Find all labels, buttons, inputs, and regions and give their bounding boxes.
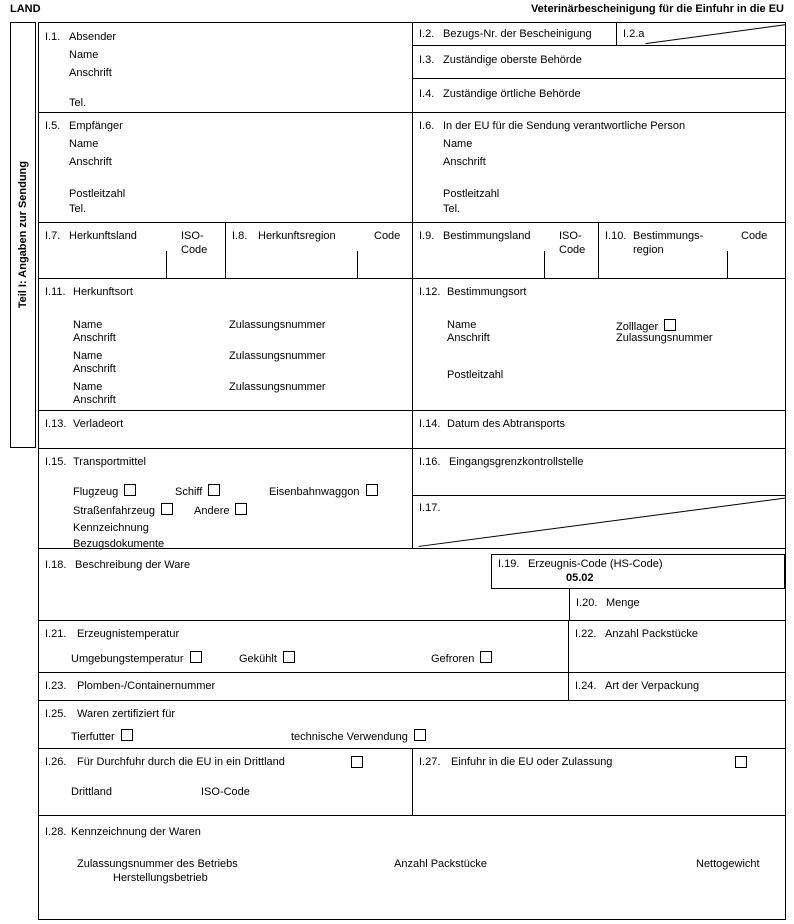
field-i26-durchfuhr-drittland <box>39 749 413 816</box>
field-label: Absender <box>69 31 117 43</box>
option-label: Flugzeug <box>73 486 119 498</box>
part1-label: Teil I: Angaben zur Sendung <box>17 161 29 309</box>
sub-label-bezugsdokumente: Bezugsdokumente <box>73 538 165 550</box>
field-i6-verantwortliche-person <box>413 113 785 223</box>
option-label: Straßenfahrzeug <box>73 505 155 517</box>
field-i14-datum-abtransport <box>413 411 785 449</box>
field-i16-eingangsgrenzkontrollstelle <box>413 449 785 496</box>
field-number: I.20. <box>576 597 598 609</box>
flugzeug-checkbox[interactable] <box>124 484 136 496</box>
sub-label-anschrift: Anschrift <box>73 332 116 344</box>
sub-label-name: Name <box>69 49 99 61</box>
field-label: Menge <box>606 597 640 609</box>
code-divider <box>544 251 545 279</box>
transport-option-flugzeug <box>73 484 136 499</box>
field-i13-verladeort <box>39 411 413 449</box>
sub-label-tel: Tel. <box>69 203 87 215</box>
field-i23-plomben-containernummer <box>39 673 569 701</box>
sub-label-anschrift: Anschrift <box>447 332 490 344</box>
field-number: I.23. <box>45 680 67 692</box>
sub-label-name: Name <box>73 381 103 393</box>
sub-label-name: Name <box>73 350 103 362</box>
field-number: I.2.a <box>623 28 645 40</box>
field-number: I.1. <box>45 31 61 43</box>
sub-label-name: Name <box>447 319 477 331</box>
field-number: I.21. <box>45 628 67 640</box>
field-i20-menge <box>569 589 785 621</box>
gekuehlt-checkbox[interactable] <box>283 651 295 663</box>
option-label: Gefroren <box>431 653 475 665</box>
sub-label-name: Name <box>443 138 473 150</box>
col-label-nettogewicht: Nettogewicht <box>696 858 760 870</box>
field-label: Anzahl Packstücke <box>605 628 698 640</box>
field-label: Kennzeichnung der Waren <box>71 826 201 838</box>
country-label: LAND <box>10 3 41 15</box>
field-number: I.6. <box>419 120 435 132</box>
sub-label-anschrift: Anschrift <box>73 363 116 375</box>
sub-label-tel: Tel. <box>69 97 87 109</box>
field-number: I.19. <box>498 558 520 570</box>
field-number: I.27. <box>419 756 441 768</box>
sub-label-zulassungsnummer: Zulassungsnummer <box>229 319 326 331</box>
field-number: I.5. <box>45 120 61 132</box>
field-number: I.24. <box>575 680 597 692</box>
transport-option-andere <box>194 503 247 518</box>
sub-label-anschrift: Anschrift <box>69 67 112 79</box>
code-label: ISO-Code <box>559 230 586 256</box>
field-i9-bestimmungsland <box>413 223 599 279</box>
field-label: Herkunftsregion <box>258 230 336 242</box>
field-label: Zuständige oberste Behörde <box>443 54 582 66</box>
temp-option-gefroren <box>431 651 492 666</box>
field-label: Datum des Abtransports <box>447 418 566 430</box>
field-i11-herkunftsort <box>39 279 413 411</box>
technische-verwendung-checkbox[interactable] <box>414 729 426 741</box>
sub-label-anschrift: Anschrift <box>73 394 116 406</box>
field-number: I.22. <box>575 628 597 640</box>
field-i3-oberste-behoerde <box>413 46 785 79</box>
code-label: Code <box>374 230 401 242</box>
field-number: I.3. <box>419 54 435 66</box>
field-number: I.17. <box>419 502 441 514</box>
field-label: Zuständige örtliche Behörde <box>443 88 581 100</box>
field-label: Bezugs-Nr. der Bescheinigung <box>443 28 592 40</box>
part1-sidebar <box>10 22 36 448</box>
field-i28-kennzeichnung-waren <box>39 816 785 919</box>
field-label: Beschreibung der Ware <box>75 559 191 571</box>
field-label: Eingangsgrenzkontrollstelle <box>449 456 584 468</box>
field-i19-hs-code <box>491 554 785 589</box>
col-label-zulassungsnummer-betrieb: Zulassungsnummer des Betriebs <box>77 858 238 870</box>
field-i1-absender <box>39 23 413 113</box>
temp-option-gekuehlt <box>239 651 295 666</box>
option-label: Schiff <box>175 486 203 498</box>
field-label: In der EU für die Sendung verantwortliche Person <box>443 120 686 132</box>
field-label: Verladeort <box>73 418 124 430</box>
field-label: Herkunftsort <box>73 286 133 298</box>
strikethrough-diagonal <box>617 23 785 45</box>
sub-label-zulassungsnummer: Zulassungsnummer <box>616 332 713 344</box>
transport-option-eisenbahnwaggon <box>269 484 378 499</box>
tierfutter-checkbox[interactable] <box>121 729 133 741</box>
option-label: Eisenbahnwaggon <box>269 486 360 498</box>
field-number: I.13. <box>45 418 67 430</box>
sub-label-anschrift: Anschrift <box>443 156 486 168</box>
sub-label-plz: Postleitzahl <box>447 369 504 381</box>
hs-code-value: 05.02 <box>566 572 594 584</box>
field-i2a <box>617 23 785 46</box>
field-i17 <box>413 496 785 549</box>
field-i12-bestimmungsort <box>413 279 785 411</box>
field-label: Einfuhr in die EU oder Zulassung <box>451 756 613 768</box>
code-divider <box>357 251 358 279</box>
transport-option-strassenfahrzeug <box>73 503 173 518</box>
field-i24-art-verpackung <box>569 673 785 701</box>
strassenfahrzeug-checkbox[interactable] <box>161 503 173 515</box>
code-divider <box>166 251 167 279</box>
field-i5-empfaenger <box>39 113 413 223</box>
sub-label-zulassungsnummer: Zulassungsnummer <box>229 381 326 393</box>
field-number: I.28. <box>45 826 67 838</box>
field-i7-herkunftsland <box>39 223 226 279</box>
gefroren-checkbox[interactable] <box>480 651 492 663</box>
field-label: Bestimmungs-region <box>633 230 704 256</box>
field-number: I.7. <box>45 230 61 242</box>
field-number: I.18. <box>45 559 67 571</box>
field-label: Erzeugnistemperatur <box>77 628 180 640</box>
option-label: Umgebungstemperatur <box>71 653 184 665</box>
code-label: ISO-Code <box>181 230 208 256</box>
field-i2-bezugsnr <box>413 23 617 46</box>
field-label: Transportmittel <box>73 456 146 468</box>
zolllager-checkbox[interactable] <box>664 319 676 331</box>
field-i15-transportmittel <box>39 449 413 549</box>
field-label: Bestimmungsland <box>443 230 531 242</box>
field-number: I.26. <box>45 756 67 768</box>
field-label: Plomben-/Containernummer <box>77 680 216 692</box>
field-i22-anzahl-packstuecke <box>569 621 785 673</box>
schiff-checkbox[interactable] <box>208 484 220 496</box>
sub-label-plz: Postleitzahl <box>443 188 500 200</box>
option-label: technische Verwendung <box>291 731 408 743</box>
code-divider <box>727 251 728 279</box>
field-number: I.16. <box>419 456 441 468</box>
field-number: I.2. <box>419 28 435 40</box>
field-i21-erzeugnistemperatur <box>39 621 569 673</box>
field-label: Waren zertifiziert für <box>77 708 176 720</box>
field-number: I.9. <box>419 230 435 242</box>
sub-label-iso-code: ISO-Code <box>201 786 250 798</box>
field-number: I.8. <box>232 230 248 242</box>
field-label: Für Durchfuhr durch die EU in ein Drittland <box>77 756 285 768</box>
field-i4-oertliche-behoerde <box>413 79 785 113</box>
zolllager-label: Zolllager <box>616 321 659 333</box>
field-number: I.15. <box>45 456 67 468</box>
field-i8-herkunftsregion <box>226 223 413 279</box>
umgebungstemperatur-checkbox[interactable] <box>190 651 202 663</box>
field-number: I.10. <box>605 230 627 242</box>
field-number: I.25. <box>45 708 67 720</box>
field-number: I.14. <box>419 418 441 430</box>
sub-label-anschrift: Anschrift <box>69 156 112 168</box>
col-label-anzahl-packstuecke: Anzahl Packstücke <box>394 858 487 870</box>
field-label: Art der Verpackung <box>605 680 700 692</box>
col-label-herstellungsbetrieb: Herstellungsbetrieb <box>113 872 208 884</box>
einfuhr-checkbox[interactable] <box>735 756 747 768</box>
field-i25-waren-zertifiziert <box>39 701 785 749</box>
durchfuhr-checkbox[interactable] <box>351 756 363 768</box>
andere-checkbox[interactable] <box>235 503 247 515</box>
sub-label-name: Name <box>69 138 99 150</box>
form-grid <box>38 22 786 920</box>
field-number: I.4. <box>419 88 435 100</box>
sub-label-name: Name <box>73 319 103 331</box>
sub-label-plz: Postleitzahl <box>69 188 126 200</box>
field-number: I.11. <box>45 286 66 298</box>
field-label: Empfänger <box>69 120 123 132</box>
option-label: Andere <box>194 505 230 517</box>
sub-label-zulassungsnummer: Zulassungsnummer <box>229 350 326 362</box>
option-label: Tierfutter <box>71 731 115 743</box>
cert-option-technische-verwendung <box>291 729 426 744</box>
field-label: Bestimmungsort <box>447 286 527 298</box>
sub-label-kennzeichnung: Kennzeichnung <box>73 522 149 534</box>
field-label: Herkunftsland <box>69 230 137 242</box>
field-i27-einfuhr-zulassung <box>413 749 785 816</box>
temp-option-umgebung <box>71 651 202 666</box>
eisenbahnwaggon-checkbox[interactable] <box>366 484 378 496</box>
sub-label-drittland: Drittland <box>71 786 112 798</box>
code-label: Code <box>741 230 768 242</box>
page-title: Veterinärbescheinigung für die Einfuhr in die EU <box>530 3 784 15</box>
field-i10-bestimmungsregion <box>599 223 785 279</box>
transport-option-schiff <box>175 484 220 499</box>
option-label: Gekühlt <box>239 653 277 665</box>
strikethrough-diagonal <box>413 496 785 548</box>
sub-label-tel: Tel. <box>443 203 461 215</box>
field-label: Erzeugnis-Code (HS-Code) <box>528 558 663 570</box>
field-number: I.12. <box>419 286 441 298</box>
cert-option-tierfutter <box>71 729 133 744</box>
